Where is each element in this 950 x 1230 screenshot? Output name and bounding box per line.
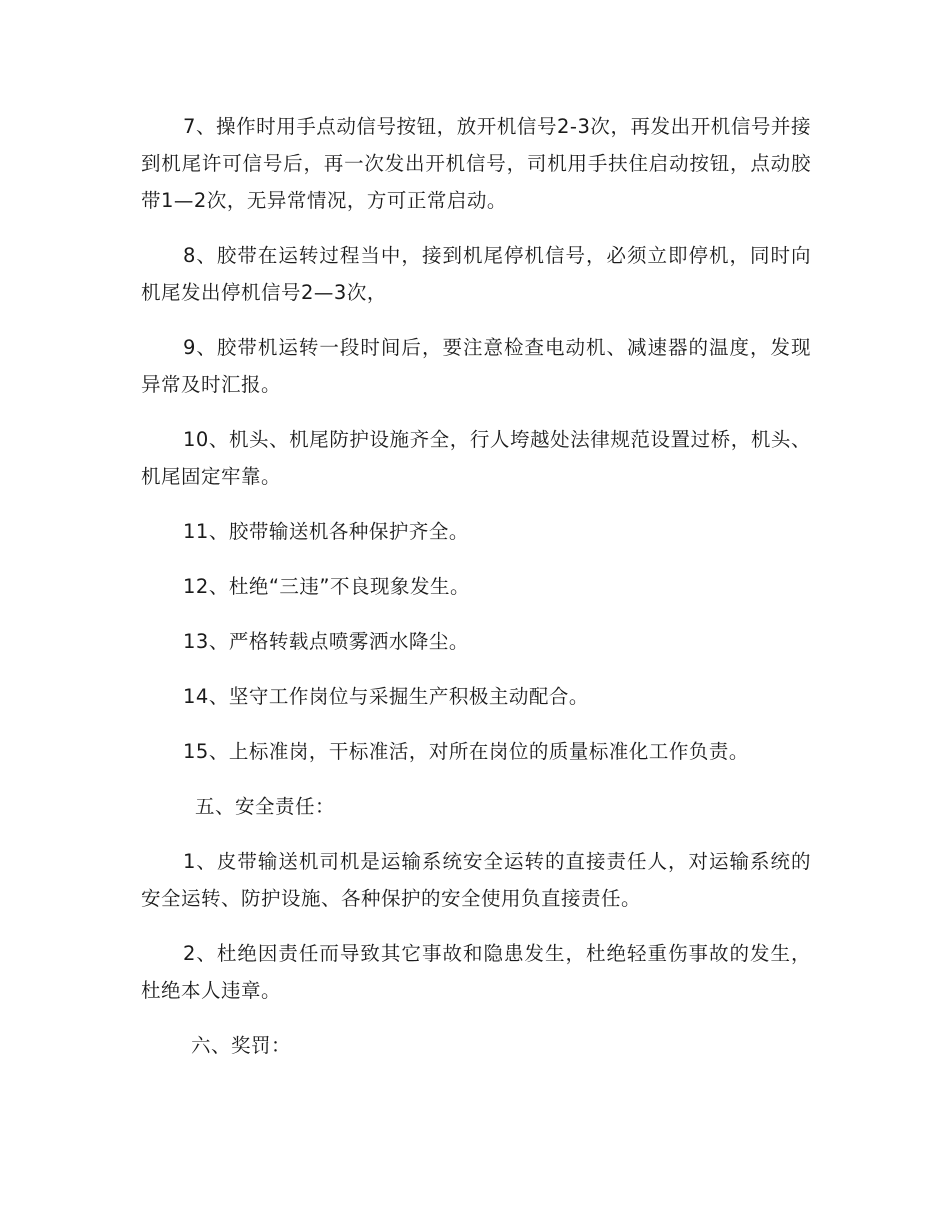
- paragraph-item-14: 14、坚守工作岗位与采掘生产积极主动配合。: [183, 685, 589, 708]
- paragraph-item-7: 7、操作时用手点动信号按钮，放开机信号2-3次，再发出开机信号并接到机尾许可信号后，再一次发出开机信号，司机用手扶住启动按钮，点动胶带1—2次，无异常情况，方可正常启动。: [141, 115, 811, 212]
- paragraph-item-15: 15、上标准岗，干标准活，对所在岗位的质量标准化工作负责。: [183, 740, 749, 763]
- paragraph-item-8: 8、胶带在运转过程当中，接到机尾停机信号，必须立即停机，同时向机尾发出停机信号2—3次，: [141, 244, 811, 304]
- paragraph-item-13: 13、严格转载点喷雾洒水降尘。: [183, 630, 469, 653]
- paragraph-responsibility-1: 1、皮带输送机司机是运输系统安全运转的直接责任人，对运输系统的安全运转、防护设施、各种保护的安全使用负直接责任。: [141, 850, 811, 910]
- document-body: [141, 108, 811, 1082]
- paragraph-responsibility-2: 2、杜绝因责任而导致其它事故和隐患发生，杜绝轻重伤事故的发生，杜绝本人违章。: [141, 942, 811, 1002]
- section-heading-rewards-penalties: 六、奖罚：: [191, 1034, 292, 1057]
- section-heading-safety-responsibility: 五、安全责任：: [195, 795, 336, 818]
- paragraph-item-10: 10、机头、机尾防护设施齐全，行人垮越处法律规范设置过桥，机头、机尾固定牢靠。: [141, 428, 811, 488]
- paragraph-item-9: 9、胶带机运转一段时间后，要注意检查电动机、减速器的温度，发现异常及时汇报。: [141, 336, 811, 396]
- paragraph-item-12: 12、杜绝“三违”不良现象发生。: [183, 575, 471, 598]
- paragraph-item-11: 11、胶带输送机各种保护齐全。: [183, 520, 469, 543]
